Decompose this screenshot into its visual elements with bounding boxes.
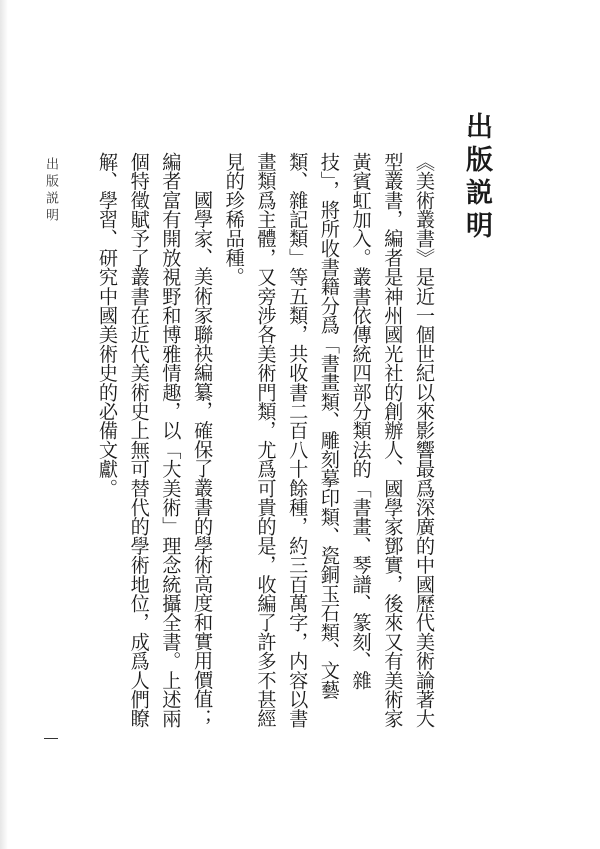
running-head: 出版説明 xyxy=(43,157,58,225)
paragraph-1: 《美術叢書》是近一個世紀以來影響最爲深廣的中國歷代美術論著大型叢書，編者是神州國光社的創辦人、國學家鄧實，後來又有美術家黃賓虹加入。叢書依傳統四部分類法的「書畫、琴譜、篆刻、雜技」，將所收書籍分爲「書畫類、雕刻摹印類、瓷銅玉石類、文藝類、雜記類」等五類，共收書二百八十餘種，約三百萬字，内容以書畫類爲主體，又旁涉各美術門類，尤爲可貴的是，收編了許多不甚經見的珍稀品種。 xyxy=(222,152,436,728)
scan-edge-shadow xyxy=(0,0,8,849)
page-number xyxy=(44,738,58,739)
paragraph-2: 國學家、美術家聯袂編纂，確保了叢書的學術高度和實用價值；編者富有開放視野和博雅情趣，以「大美術」理念統攝全書。上述兩個特徵賦予了叢書在近代美術史上無可替代的學術地位，成爲人們瞭解、學習、研究中國美術史的必備文獻。 xyxy=(95,152,215,728)
page-title: 出版説明 xyxy=(461,112,492,244)
body-text xyxy=(85,152,440,732)
